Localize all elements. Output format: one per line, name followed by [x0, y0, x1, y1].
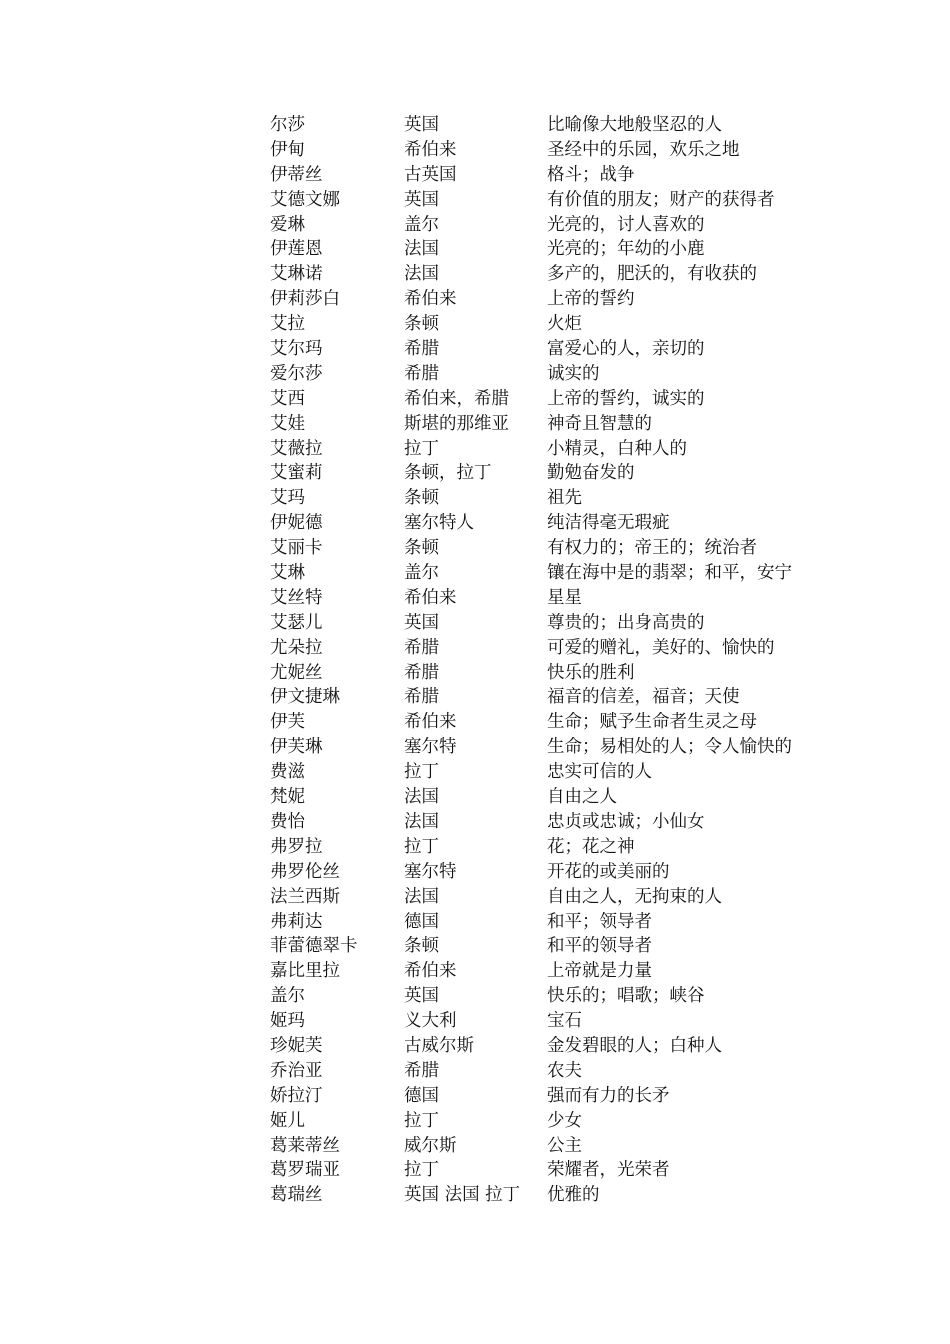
table-row — [270, 735, 830, 760]
table-row — [270, 412, 830, 437]
table-row — [270, 213, 830, 238]
table-row — [270, 312, 830, 337]
origin-cell: 英国 — [404, 115, 439, 135]
name-cell: 爱琳 — [270, 214, 305, 235]
table-row — [270, 885, 830, 910]
origin-cell: 古英国 — [404, 164, 457, 185]
meaning-cell: 自由之人，无拘束的人 — [547, 886, 722, 907]
meaning-cell: 忠实可信的人 — [547, 762, 652, 783]
name-cell: 伊蒂丝 — [270, 164, 323, 185]
name-cell: 葛罗瑞亚 — [270, 1160, 340, 1181]
name-cell: 菲蕾德翠卡 — [270, 936, 358, 957]
table-row — [270, 636, 830, 661]
name-cell: 梵妮 — [270, 787, 305, 808]
meaning-cell: 公主 — [547, 1135, 582, 1156]
name-cell: 尔莎 — [270, 115, 305, 135]
meaning-cell: 金发碧眼的人；白种人 — [547, 1035, 722, 1056]
table-row — [270, 984, 830, 1009]
table-row — [270, 1009, 830, 1034]
name-cell: 法兰西斯 — [270, 886, 340, 907]
meaning-cell: 生命；易相处的人；令人愉快的 — [547, 737, 792, 758]
name-cell: 嘉比里拉 — [270, 961, 340, 982]
name-cell: 艾瑟儿 — [270, 612, 323, 633]
origin-cell: 希腊 — [404, 687, 439, 708]
origin-cell: 英国 — [404, 986, 439, 1007]
origin-cell: 条顿 — [404, 314, 439, 335]
origin-cell: 条顿，拉丁 — [404, 463, 492, 484]
meaning-cell: 镶在海中是的翡翠；和平，安宁 — [547, 563, 792, 584]
name-cell: 艾德文娜 — [270, 189, 340, 210]
meaning-cell: 尊贵的；出身高贵的 — [547, 612, 705, 633]
origin-cell: 英国 法国 拉丁 — [404, 1185, 521, 1206]
origin-cell: 法国 — [404, 264, 439, 285]
meaning-cell: 火炬 — [547, 314, 582, 335]
name-cell: 姬儿 — [270, 1110, 305, 1131]
table-row — [270, 437, 830, 462]
name-meaning-table — [270, 113, 830, 1208]
meaning-cell: 诚实的 — [547, 363, 600, 384]
table-row — [270, 461, 830, 486]
meaning-cell: 福音的信差，福音；天使 — [547, 687, 740, 708]
table-row — [270, 1134, 830, 1159]
origin-cell: 希腊 — [404, 662, 439, 683]
name-cell: 艾薇拉 — [270, 438, 323, 459]
table-row — [270, 287, 830, 312]
meaning-cell: 自由之人 — [547, 787, 617, 808]
name-cell: 费怡 — [270, 811, 305, 832]
origin-cell: 条顿 — [404, 538, 439, 559]
origin-cell: 拉丁 — [404, 1160, 439, 1181]
meaning-cell: 上帝就是力量 — [547, 961, 652, 982]
origin-cell: 希伯来 — [404, 961, 457, 982]
origin-cell: 盖尔 — [404, 214, 439, 235]
origin-cell: 条顿 — [404, 488, 439, 509]
table-row — [270, 785, 830, 810]
origin-cell: 塞尔特 — [404, 861, 457, 882]
origin-cell: 拉丁 — [404, 836, 439, 857]
meaning-cell: 有价值的朋友；财产的获得者 — [547, 189, 775, 210]
meaning-cell: 多产的，肥沃的，有收获的 — [547, 264, 757, 285]
name-cell: 爱尔莎 — [270, 363, 323, 384]
meaning-cell: 快乐的胜利 — [547, 662, 635, 683]
table-row — [270, 561, 830, 586]
table-row — [270, 113, 830, 138]
table-row — [270, 237, 830, 262]
origin-cell: 拉丁 — [404, 762, 439, 783]
origin-cell: 法国 — [404, 811, 439, 832]
table-row — [270, 586, 830, 611]
meaning-cell: 少女 — [547, 1110, 582, 1131]
name-cell: 艾西 — [270, 388, 305, 409]
origin-cell: 盖尔 — [404, 563, 439, 584]
origin-cell: 法国 — [404, 787, 439, 808]
name-cell: 盖尔 — [270, 986, 305, 1007]
origin-cell: 希伯来，希腊 — [404, 388, 509, 409]
name-cell: 伊甸 — [270, 139, 305, 160]
name-cell: 弗莉达 — [270, 911, 323, 932]
origin-cell: 威尔斯 — [404, 1135, 457, 1156]
origin-cell: 英国 — [404, 189, 439, 210]
meaning-cell: 开花的或美丽的 — [547, 861, 670, 882]
table-row — [270, 1034, 830, 1059]
name-cell: 伊芙琳 — [270, 737, 323, 758]
origin-cell: 希伯来 — [404, 139, 457, 160]
table-row — [270, 1059, 830, 1084]
table-row — [270, 138, 830, 163]
table-row — [270, 910, 830, 935]
table-row — [270, 959, 830, 984]
name-cell: 姬玛 — [270, 1011, 305, 1032]
meaning-cell: 祖先 — [547, 488, 582, 509]
meaning-cell: 上帝的誓约，诚实的 — [547, 388, 705, 409]
meaning-cell: 宝石 — [547, 1011, 582, 1032]
table-row — [270, 860, 830, 885]
table-row — [270, 760, 830, 785]
meaning-cell: 富爱心的人，亲切的 — [547, 339, 705, 360]
origin-cell: 拉丁 — [404, 1110, 439, 1131]
origin-cell: 德国 — [404, 1085, 439, 1106]
origin-cell: 义大利 — [404, 1011, 457, 1032]
origin-cell: 希腊 — [404, 339, 439, 360]
meaning-cell: 星星 — [547, 587, 582, 608]
meaning-cell: 光亮的；年幼的小鹿 — [547, 239, 705, 260]
meaning-cell: 强而有力的长矛 — [547, 1085, 670, 1106]
origin-cell: 拉丁 — [404, 438, 439, 459]
meaning-cell: 格斗；战争 — [547, 164, 635, 185]
name-cell: 艾尔玛 — [270, 339, 323, 360]
table-row — [270, 188, 830, 213]
origin-cell: 斯堪的那维亚 — [404, 413, 509, 434]
origin-cell: 古威尔斯 — [404, 1035, 474, 1056]
table-row — [270, 362, 830, 387]
meaning-cell: 和平的领导者 — [547, 936, 652, 957]
name-cell: 伊妮德 — [270, 513, 323, 534]
name-cell: 伊文捷琳 — [270, 687, 340, 708]
origin-cell: 塞尔特人 — [404, 513, 474, 534]
name-cell: 伊芙 — [270, 712, 305, 733]
origin-cell: 英国 — [404, 612, 439, 633]
origin-cell: 希腊 — [404, 363, 439, 384]
origin-cell: 法国 — [404, 886, 439, 907]
meaning-cell: 忠贞或忠诚；小仙女 — [547, 811, 705, 832]
name-cell: 葛莱蒂丝 — [270, 1135, 340, 1156]
meaning-cell: 有权力的；帝王的；统治者 — [547, 538, 757, 559]
name-cell: 艾琳诺 — [270, 264, 323, 285]
table-row — [270, 661, 830, 686]
meaning-cell: 快乐的；唱歌；峡谷 — [547, 986, 705, 1007]
table-row — [270, 1158, 830, 1183]
meaning-cell: 光亮的，讨人喜欢的 — [547, 214, 705, 235]
origin-cell: 条顿 — [404, 936, 439, 957]
name-cell: 艾琳 — [270, 563, 305, 584]
meaning-cell: 荣耀者，光荣者 — [547, 1160, 670, 1181]
name-cell: 艾丽卡 — [270, 538, 323, 559]
meaning-cell: 生命；赋予生命者生灵之母 — [547, 712, 757, 733]
table-row — [270, 337, 830, 362]
name-cell: 弗罗伦丝 — [270, 861, 340, 882]
name-cell: 尤妮丝 — [270, 662, 323, 683]
name-cell: 尤朵拉 — [270, 637, 323, 658]
meaning-cell: 神奇且智慧的 — [547, 413, 652, 434]
meaning-cell: 上帝的誓约 — [547, 289, 635, 310]
name-cell: 弗罗拉 — [270, 836, 323, 857]
table-row — [270, 1109, 830, 1134]
origin-cell: 希腊 — [404, 637, 439, 658]
table-row — [270, 611, 830, 636]
origin-cell: 希伯来 — [404, 587, 457, 608]
table-row — [270, 934, 830, 959]
name-cell: 珍妮芙 — [270, 1035, 323, 1056]
table-row — [270, 486, 830, 511]
table-row — [270, 511, 830, 536]
name-cell: 葛瑞丝 — [270, 1185, 323, 1206]
table-row — [270, 536, 830, 561]
table-row — [270, 262, 830, 287]
meaning-cell: 比喻像大地般坚忍的人 — [547, 115, 722, 135]
table-row — [270, 835, 830, 860]
table-row — [270, 1183, 830, 1208]
table-row — [270, 810, 830, 835]
origin-cell: 德国 — [404, 911, 439, 932]
origin-cell: 希伯来 — [404, 712, 457, 733]
meaning-cell: 可爱的赠礼，美好的、愉快的 — [547, 637, 775, 658]
meaning-cell: 花；花之神 — [547, 836, 635, 857]
name-cell: 艾丝特 — [270, 587, 323, 608]
meaning-cell: 勤勉奋发的 — [547, 463, 635, 484]
table-row — [270, 163, 830, 188]
name-cell: 乔治亚 — [270, 1060, 323, 1081]
origin-cell: 希伯来 — [404, 289, 457, 310]
origin-cell: 法国 — [404, 239, 439, 260]
name-cell: 艾玛 — [270, 488, 305, 509]
table-row — [270, 710, 830, 735]
name-cell: 艾娃 — [270, 413, 305, 434]
meaning-cell: 农夫 — [547, 1060, 582, 1081]
meaning-cell: 圣经中的乐园，欢乐之地 — [547, 139, 740, 160]
table-row — [270, 685, 830, 710]
name-cell: 费滋 — [270, 762, 305, 783]
meaning-cell: 纯洁得毫无瑕疵 — [547, 513, 670, 534]
name-cell: 艾蜜莉 — [270, 463, 323, 484]
meaning-cell: 优雅的 — [547, 1185, 600, 1206]
name-cell: 伊莲恩 — [270, 239, 323, 260]
name-cell: 艾拉 — [270, 314, 305, 335]
origin-cell: 塞尔特 — [404, 737, 457, 758]
origin-cell: 希腊 — [404, 1060, 439, 1081]
table-row — [270, 1084, 830, 1109]
meaning-cell: 小精灵，白种人的 — [547, 438, 687, 459]
table-row — [270, 387, 830, 412]
meaning-cell: 和平；领导者 — [547, 911, 652, 932]
name-cell: 伊莉莎白 — [270, 289, 340, 310]
name-cell: 娇拉汀 — [270, 1085, 323, 1106]
